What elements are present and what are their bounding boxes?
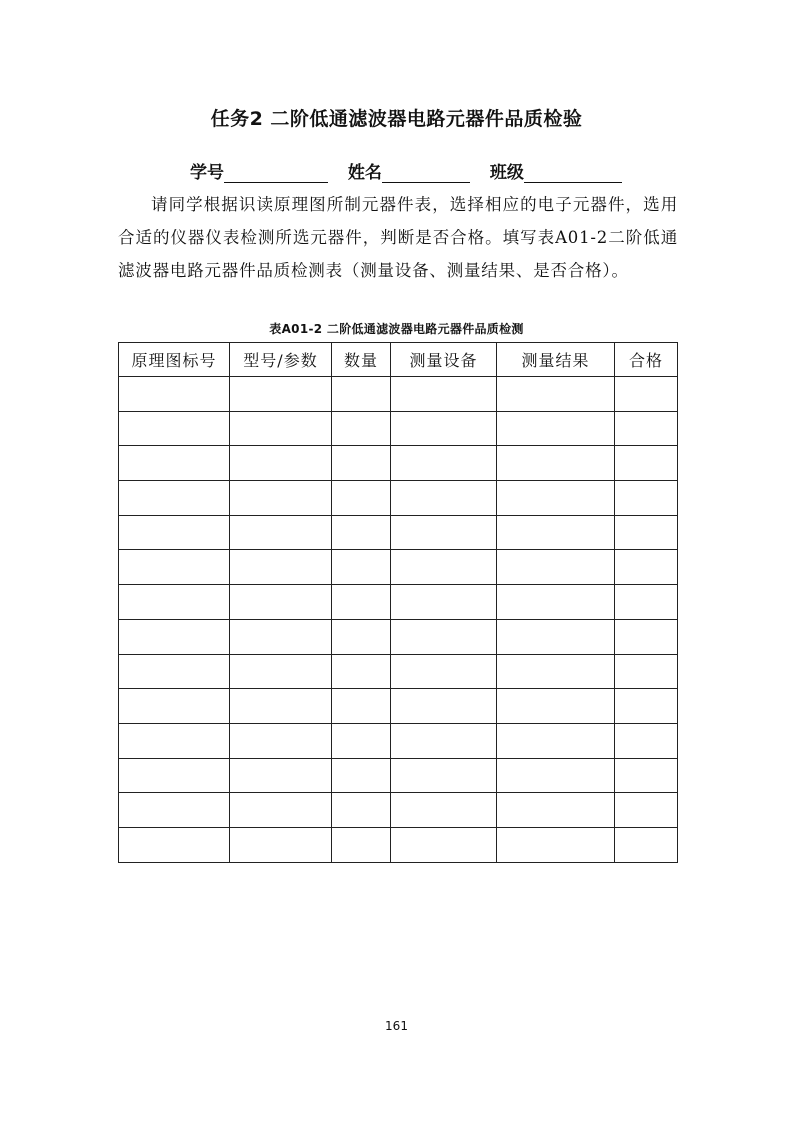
student-info-line — [190, 158, 650, 183]
table-cell[interactable] — [119, 481, 230, 516]
table-row — [119, 585, 678, 620]
name-field — [348, 158, 470, 183]
class-field — [490, 158, 622, 183]
table-cell[interactable] — [497, 446, 615, 481]
table-cell[interactable] — [391, 827, 497, 862]
table-cell[interactable] — [119, 793, 230, 828]
table-cell[interactable] — [332, 377, 391, 412]
table-header-cell: 数量 — [332, 343, 391, 377]
table-cell[interactable] — [332, 758, 391, 793]
table-cell[interactable] — [230, 723, 332, 758]
table-cell[interactable] — [497, 827, 615, 862]
page-title: 任务2 二阶低通滤波器电路元器件品质检验 — [210, 108, 583, 130]
table-row — [119, 550, 678, 585]
table-cell[interactable] — [119, 689, 230, 724]
table-cell[interactable] — [615, 689, 678, 724]
table-row — [119, 827, 678, 862]
table-row — [119, 689, 678, 724]
table-row — [119, 654, 678, 689]
table-cell[interactable] — [615, 654, 678, 689]
table-header-cell: 合格 — [615, 343, 678, 377]
table-cell[interactable] — [119, 619, 230, 654]
table-cell[interactable] — [119, 585, 230, 620]
table-row — [119, 515, 678, 550]
page-number: 161 — [385, 1019, 408, 1033]
table-cell[interactable] — [230, 689, 332, 724]
table-cell[interactable] — [230, 619, 332, 654]
table-row — [119, 377, 678, 412]
table-cell[interactable] — [391, 619, 497, 654]
table-cell[interactable] — [230, 654, 332, 689]
table-cell[interactable] — [230, 515, 332, 550]
table-cell[interactable] — [391, 446, 497, 481]
table-cell[interactable] — [615, 793, 678, 828]
table-cell[interactable] — [332, 723, 391, 758]
name-label: 姓名 — [347, 163, 382, 183]
table-header-cell: 测量结果 — [497, 343, 615, 377]
table-cell[interactable] — [391, 411, 497, 446]
table-row — [119, 446, 678, 481]
table-cell[interactable] — [119, 446, 230, 481]
table-cell[interactable] — [119, 654, 230, 689]
table-caption: 表A01-2 二阶低通滤波器电路元器件品质检测 — [269, 322, 524, 336]
table-cell[interactable] — [332, 481, 391, 516]
table-cell[interactable] — [391, 515, 497, 550]
table-header-cell: 测量设备 — [391, 343, 497, 377]
table-cell[interactable] — [497, 793, 615, 828]
table-cell[interactable] — [332, 793, 391, 828]
table-body — [119, 377, 678, 863]
table-cell[interactable] — [119, 377, 230, 412]
table-cell[interactable] — [615, 377, 678, 412]
table-cell[interactable] — [497, 689, 615, 724]
table-cell[interactable] — [119, 827, 230, 862]
student-id-field — [190, 158, 328, 183]
table-cell[interactable] — [497, 585, 615, 620]
table-cell[interactable] — [332, 689, 391, 724]
table-cell[interactable] — [615, 585, 678, 620]
table-cell[interactable] — [391, 550, 497, 585]
name-blank[interactable] — [382, 165, 470, 183]
table-header-cell: 原理图标号 — [119, 343, 230, 377]
table-cell[interactable] — [230, 411, 332, 446]
table-cell[interactable] — [497, 377, 615, 412]
table-cell[interactable] — [391, 793, 497, 828]
table-cell[interactable] — [615, 827, 678, 862]
table-cell[interactable] — [332, 446, 391, 481]
instructions-paragraph: 请同学根据识读原理图所制元器件表，选择相应的电子元器件，选用合适的仪器仪表检测所选元器件，判断是否合格。填写表A01-2二阶低通滤波器电路元器件品质检测表（测量设备、测量结果、是否合格）。 — [118, 195, 678, 280]
table-cell[interactable] — [391, 377, 497, 412]
table-cell[interactable] — [615, 481, 678, 516]
table-cell[interactable] — [497, 481, 615, 516]
table-cell[interactable] — [391, 481, 497, 516]
table-cell[interactable] — [119, 411, 230, 446]
student-id-blank[interactable] — [224, 165, 328, 183]
table-cell[interactable] — [332, 550, 391, 585]
table-cell[interactable] — [230, 446, 332, 481]
table-cell[interactable] — [230, 827, 332, 862]
class-blank[interactable] — [524, 165, 622, 183]
table-cell[interactable] — [615, 411, 678, 446]
table-cell[interactable] — [391, 585, 497, 620]
table-cell[interactable] — [497, 619, 615, 654]
table-row — [119, 793, 678, 828]
table-cell[interactable] — [332, 827, 391, 862]
table-cell[interactable] — [119, 515, 230, 550]
table-cell[interactable] — [497, 550, 615, 585]
table-cell[interactable] — [391, 689, 497, 724]
inspection-table — [118, 342, 678, 863]
table-cell[interactable] — [230, 585, 332, 620]
table-row — [119, 758, 678, 793]
table-cell[interactable] — [119, 723, 230, 758]
table-cell[interactable] — [230, 377, 332, 412]
table-cell[interactable] — [230, 550, 332, 585]
table-cell[interactable] — [332, 654, 391, 689]
table-cell[interactable] — [497, 654, 615, 689]
table-cell[interactable] — [497, 515, 615, 550]
class-label: 班级 — [489, 163, 524, 183]
table-cell[interactable] — [615, 550, 678, 585]
table-cell[interactable] — [391, 723, 497, 758]
table-cell[interactable] — [497, 411, 615, 446]
table-cell[interactable] — [391, 654, 497, 689]
table-cell[interactable] — [615, 758, 678, 793]
table-cell[interactable] — [230, 793, 332, 828]
table-cell[interactable] — [615, 515, 678, 550]
table-cell[interactable] — [119, 550, 230, 585]
table-header-row — [119, 343, 678, 377]
table-row — [119, 723, 678, 758]
table-cell[interactable] — [391, 758, 497, 793]
table-cell[interactable] — [332, 411, 391, 446]
table-cell[interactable] — [332, 515, 391, 550]
table-row — [119, 481, 678, 516]
student-id-label: 学号 — [190, 163, 224, 183]
table-row — [119, 619, 678, 654]
table-cell[interactable] — [615, 619, 678, 654]
table-cell[interactable] — [615, 446, 678, 481]
table-cell[interactable] — [230, 758, 332, 793]
table-cell[interactable] — [332, 585, 391, 620]
table-cell[interactable] — [119, 758, 230, 793]
table-cell[interactable] — [230, 481, 332, 516]
table-cell[interactable] — [615, 723, 678, 758]
table-cell[interactable] — [497, 758, 615, 793]
table-row — [119, 411, 678, 446]
table-cell[interactable] — [497, 723, 615, 758]
table-cell[interactable] — [332, 619, 391, 654]
table-header-cell: 型号/参数 — [230, 343, 332, 377]
